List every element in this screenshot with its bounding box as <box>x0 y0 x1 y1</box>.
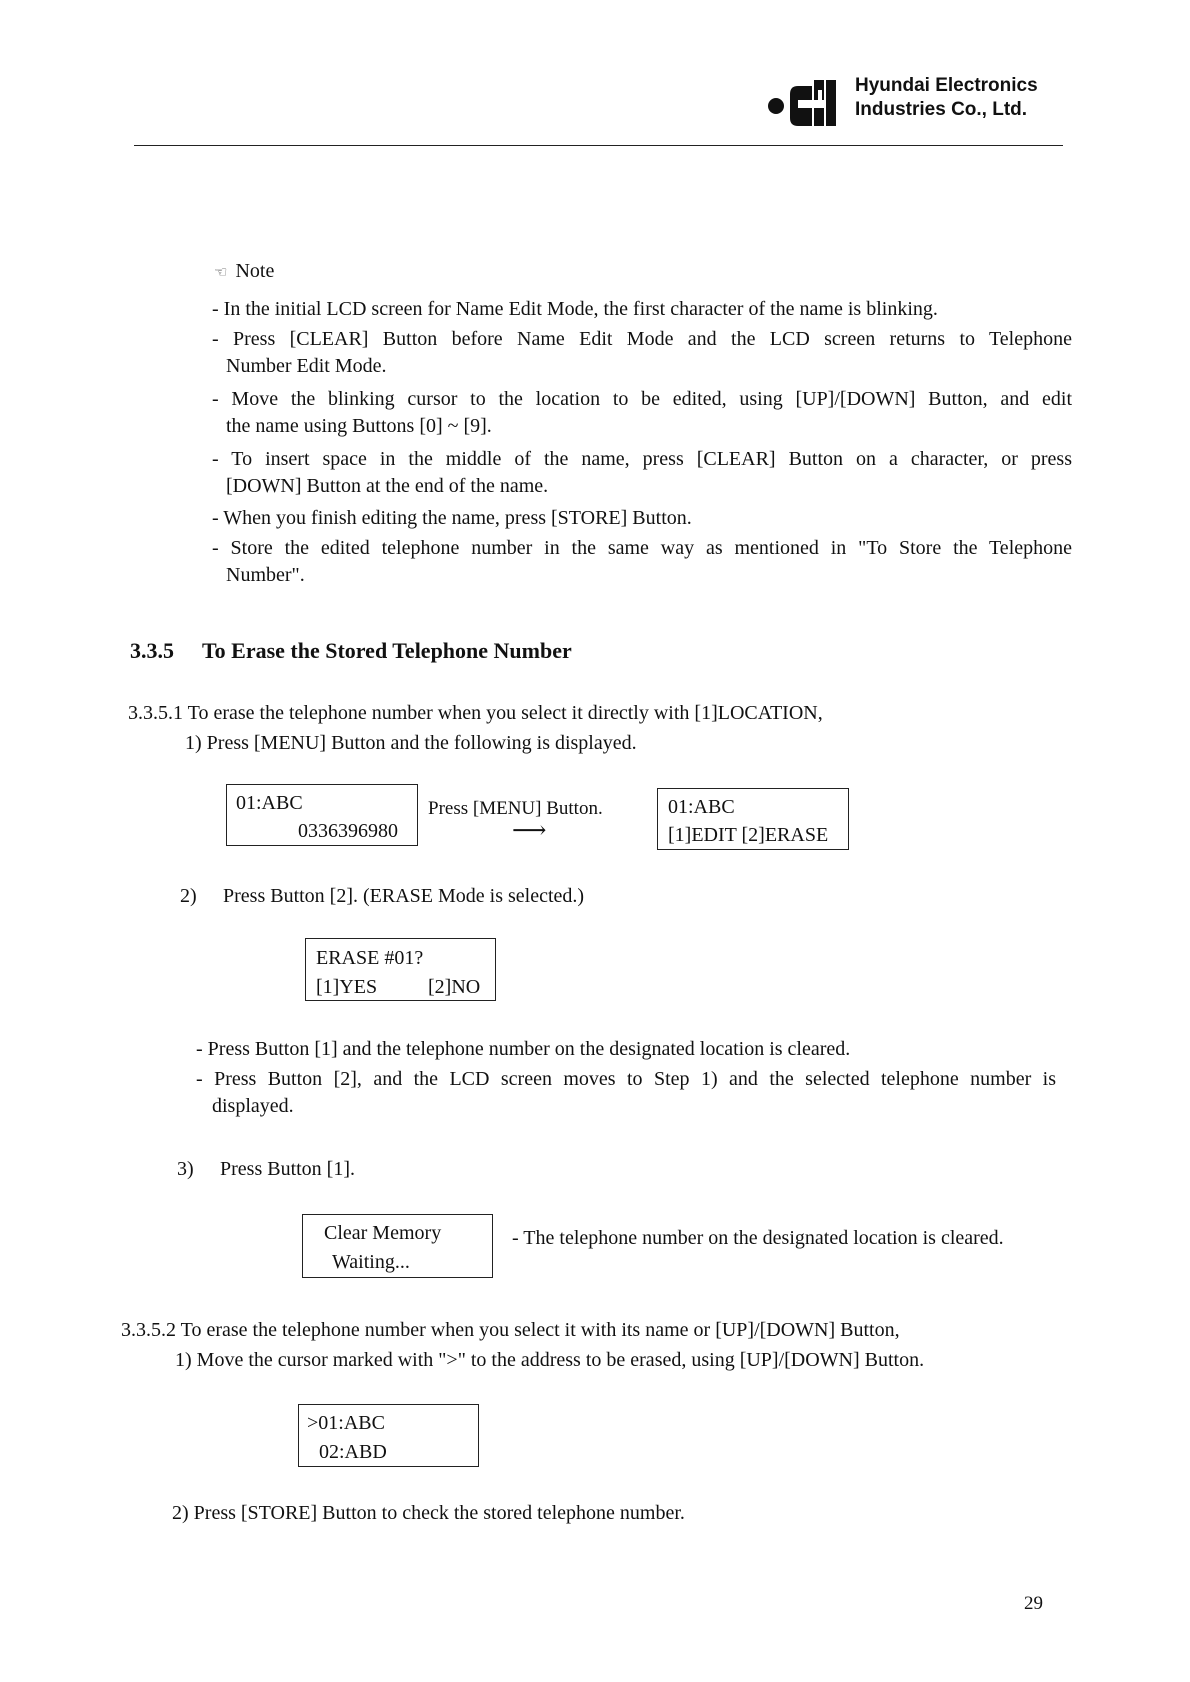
section-heading <box>130 637 572 664</box>
sub1-step-1: 1) Press [MENU] Button and the following is displayed. <box>185 732 637 754</box>
note-item-6: - Store the edited telephone number in the same way as mentioned in "To Store the Telephone Number". <box>212 537 1072 586</box>
note-heading <box>214 258 274 287</box>
sub2-step-2: 2) Press [STORE] Button to check the stored telephone number. <box>172 1502 685 1524</box>
note-item-2: - Press [CLEAR] Button before Name Edit Mode and the LCD screen returns to Telephone Number Edit Mode. <box>212 328 1072 377</box>
pointing-hand-icon: ☜ <box>214 265 228 281</box>
note-label: Note <box>235 260 275 282</box>
lcd-menu-after: 01:ABC [1]EDIT [2]ERASE <box>657 788 849 850</box>
sub1-step-2: 2) Press Button [2]. (ERASE Mode is selected.) <box>180 885 585 907</box>
note-item-5: - When you finish editing the name, press [STORE] Button. <box>212 507 692 529</box>
clear-memory-note: - The telephone number on the designated location is cleared. <box>512 1227 1004 1249</box>
company-line-2: Industries Co., Ltd. <box>855 99 1028 120</box>
company-line-1: Hyundai Electronics <box>855 75 1038 96</box>
lcd-erase-confirm: ERASE #01? [1]YES [2]NO <box>305 938 496 1001</box>
lcd-address-list: >01:ABC 02:ABD <box>298 1404 479 1467</box>
note-item-1: - In the initial LCD screen for Name Edit Mode, the first character of the name is blinking. <box>212 298 938 320</box>
lcd-menu-before: 01:ABC 0336396980 <box>226 784 418 846</box>
note-item-4: - To insert space in the middle of the name, press [CLEAR] Button on a character, or press [DOWN] Button at the end of the name. <box>212 448 1072 497</box>
sub1-bullet-1: - Press Button [1] and the telephone number on the designated location is cleared. <box>196 1038 851 1060</box>
header-rule <box>134 145 1063 146</box>
page-number: 29 <box>1024 1593 1043 1614</box>
section-number: 3.3.5 <box>130 638 174 663</box>
sub1-step-3: 3) Press Button [1]. <box>177 1158 355 1180</box>
section-title: To Erase the Stored Telephone Number <box>202 638 572 663</box>
right-arrow-icon: ⟶ <box>512 818 547 844</box>
menu-arrow-label: Press [MENU] Button. <box>428 798 603 819</box>
lcd-clear-memory: Clear Memory Waiting... <box>302 1214 493 1278</box>
subsection-1-heading: 3.3.5.1 To erase the telephone number when you select it directly with [1]LOCATION, <box>128 702 823 724</box>
sub1-bullet-2: - Press Button [2], and the LCD screen moves to Step 1) and the selected telephone number is displayed. <box>196 1068 1056 1117</box>
subsection-2-heading: 3.3.5.2 To erase the telephone number when you select it with its name or [UP]/[DOWN] Button, <box>121 1319 900 1341</box>
sub2-step-1: 1) Move the cursor marked with ">" to the address to be erased, using [UP]/[DOWN] Button. <box>175 1349 925 1371</box>
company-name <box>855 74 1038 122</box>
hyundai-logo <box>768 76 850 130</box>
note-item-3: - Move the blinking cursor to the location to be edited, using [UP]/[DOWN] Button, and edit the name using Buttons [0] ~ [9]. <box>212 388 1072 437</box>
